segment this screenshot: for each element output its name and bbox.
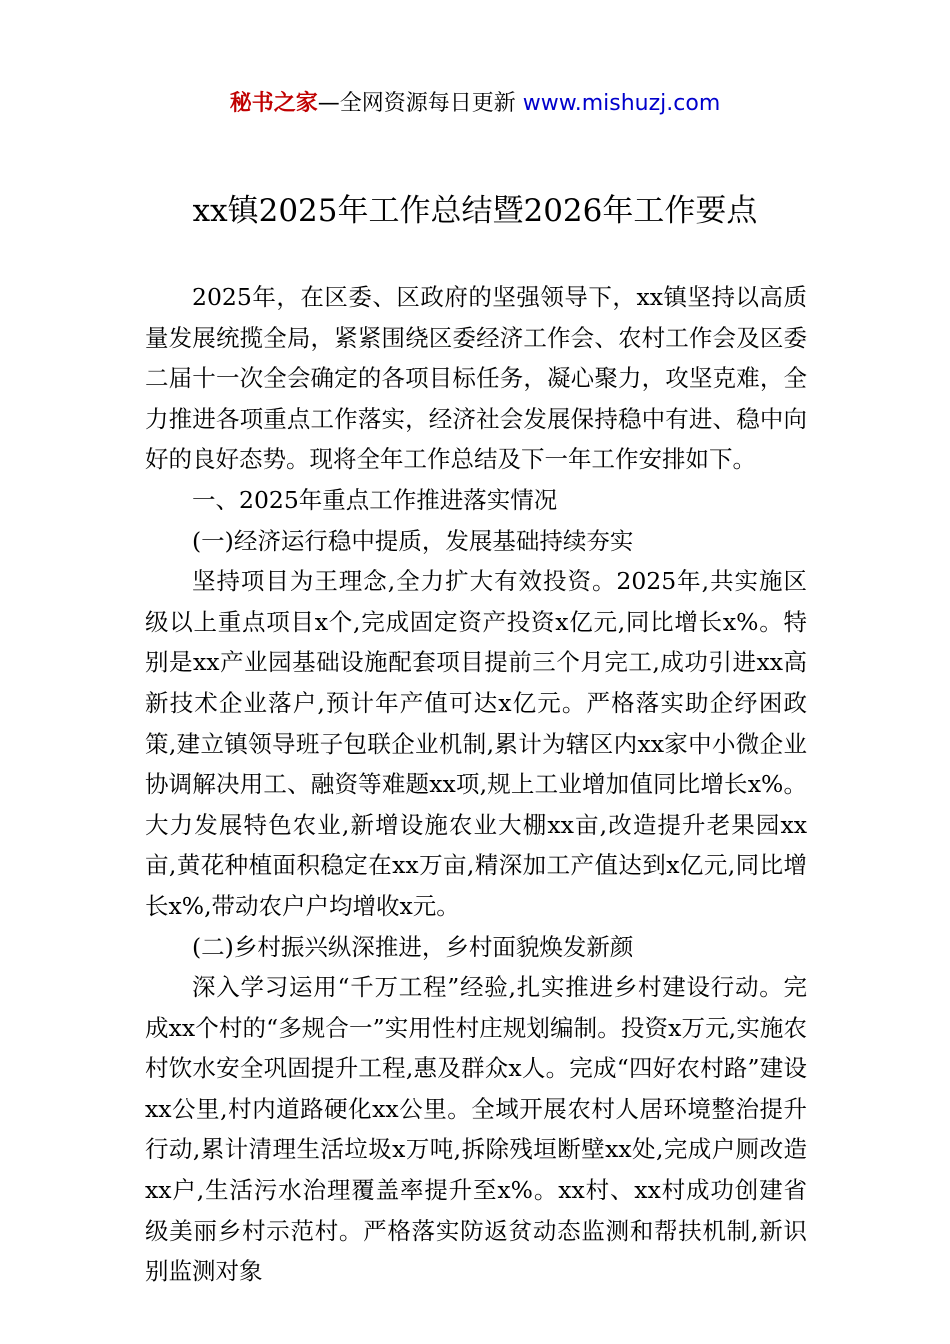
document-body bbox=[145, 277, 807, 1292]
subsection-heading: (一)经济运行稳中提质，发展基础持续夯实 bbox=[192, 526, 634, 555]
body-paragraph: 坚持项目为王理念,全力扩大有效投资。2025年,共实施区级以上重点项目x个,完成固定资产投资x亿元,同比增长x%。特别是xx产业园基础设施配套项目提前三个月完工,成功引进xx高新技术企业落户,预计年产值可达x亿元。严格落实助企纾困政策,建立镇领导班子包联企业机制,累计为辖区内xx家中小微企业协调解决用工、融资等难题xx项,规上工业增加值同比增长x%。大力发展特色农业,新增设施农业大棚xx亩,改造提升老果园xx亩,黄花种植面积稳定在xx万亩,精深加工产值达到x亿元,同比增长x%,带动农户户均增收x元。 bbox=[145, 567, 807, 920]
site-tagline: —全网资源每日更新 bbox=[317, 91, 523, 116]
intro-paragraph: 2025年，在区委、区政府的坚强领导下，xx镇坚持以高质量发展统揽全局，紧紧围绕区委经济工作会、农村工作会及区委二届十一次全会确定的各项目标任务，凝心聚力，攻坚克难，全力推进各项重点工作落实，经济社会发展保持稳中有进、稳中向好的良好态势。现将全年工作总结及下一年工作安排如下。 bbox=[145, 283, 807, 474]
document-title: xx镇2025年工作总结暨2026年工作要点 bbox=[192, 193, 758, 229]
subsection-heading: (二)乡村振兴纵深推进，乡村面貌焕发新颜 bbox=[192, 932, 634, 961]
section-heading: 一、2025年重点工作推进落实情况 bbox=[192, 485, 558, 514]
site-url-link[interactable]: www.mishuzj.com bbox=[522, 91, 721, 116]
body-paragraph: 深入学习运用“千万工程”经验,扎实推进乡村建设行动。完成xx个村的“多规合一”实用性村庄规划编制。投资x万元,实施农村饮水安全巩固提升工程,惠及群众x人。完成“四好农村路”建设xx公里,村内道路硬化xx公里。全域开展农村人居环境整治提升行动,累计清理生活垃圾x万吨,拆除残垣断壁xx处,完成户厕改造xx户,生活污水治理覆盖率提升至x%。xx村、xx村成功创建省级美丽乡村示范村。严格落实防返贫动态监测和帮扶机制,新识别监测对象 bbox=[145, 973, 807, 1286]
site-header bbox=[0, 84, 950, 124]
site-brand: 秘书之家 bbox=[229, 91, 318, 116]
